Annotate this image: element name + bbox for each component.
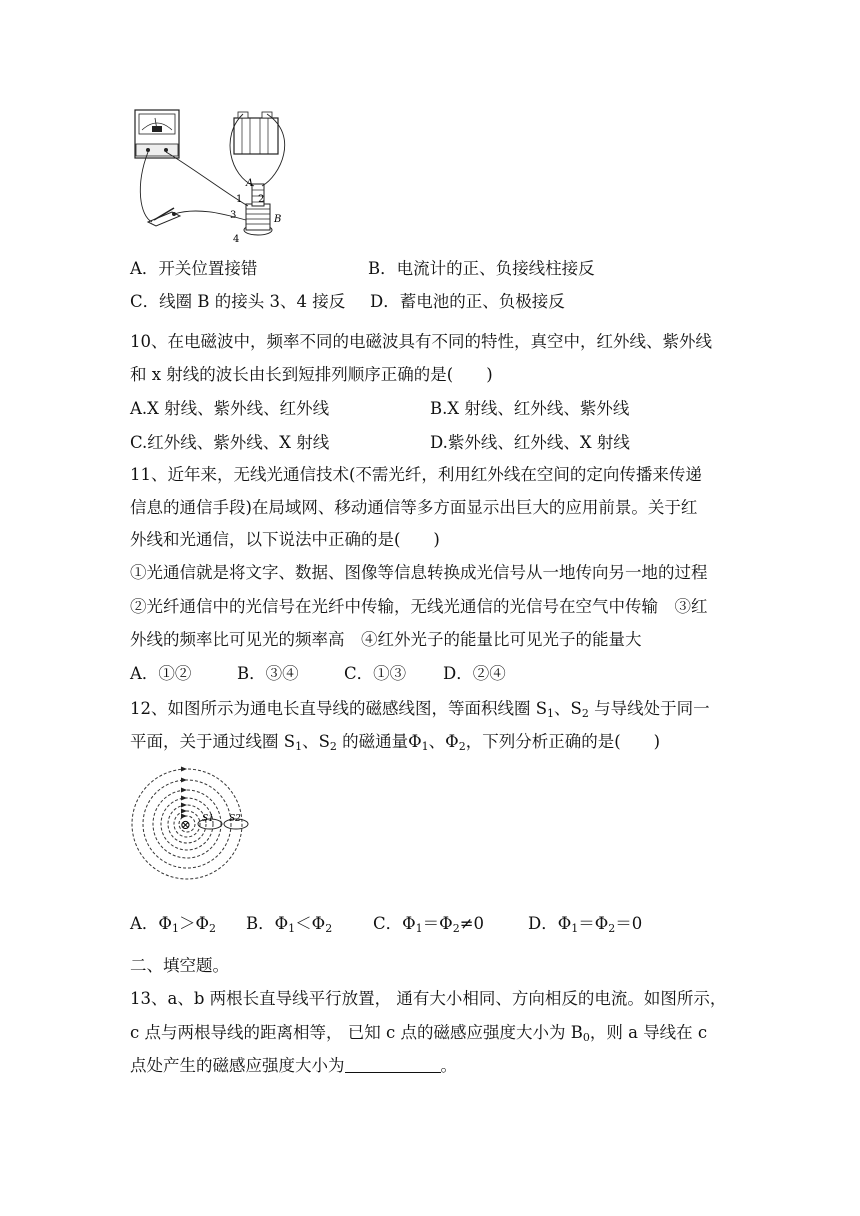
q12-text: 、Φ	[428, 732, 459, 751]
q12-text: 、S	[302, 732, 330, 751]
section-heading-fill-in: 二、填空题。	[130, 956, 229, 975]
subscript: 2	[452, 922, 460, 935]
q12-text: 平面，关于通过线圈 S	[130, 732, 296, 751]
opt-text: ≠0	[459, 914, 485, 933]
subscript: 1	[295, 740, 303, 753]
subscript: 1	[547, 707, 555, 720]
coil-label-4: 4	[233, 234, 240, 245]
coil-label-2: 2	[258, 194, 265, 205]
q11-statement-1: ①光通信就是将文字、数据、图像等信息转换成光信号从一地传向另一地的过程	[130, 563, 708, 582]
q10-option-c: C.红外线、紫外线、X 射线	[130, 433, 330, 452]
q10-stem-line2: 和 x 射线的波长由长到短排列顺序正确的是( )	[130, 365, 493, 384]
q13-stem-line2	[130, 1021, 707, 1045]
q11-stem-line1: 11、近年来，无线光通信技术(不需光纤，利用红外线在空间的定向传播来传递	[130, 465, 702, 484]
q13-stem-line1: 13、a、b 两根长直导线平行放置， 通有大小相同、方向相反的电流。如图所示，	[130, 989, 727, 1008]
q11-statement-2-3: ②光纤通信中的光信号在光纤中传输，无线光通信的光信号在空气中传输 ③红	[130, 597, 708, 616]
q11-stem-line2: 信息的通信手段)在局域网、移动通信等多方面显示出巨大的应用前景。关于红	[130, 498, 698, 517]
q13-text: ，则 a 导线在 c	[589, 1023, 708, 1042]
opt-text: D．Φ	[528, 914, 572, 933]
q13-text: 。	[440, 1056, 457, 1075]
q10-option-a: A.X 射线、紫外线、红外线	[130, 399, 330, 418]
q9-circuit-diagram	[130, 106, 300, 246]
subscript: 2	[208, 922, 216, 935]
q9-option-b: B．电流计的正、负接线柱接反	[368, 259, 595, 278]
subscript: 1	[288, 922, 296, 935]
q12-stem-line1	[130, 697, 710, 721]
subscript: 2	[325, 922, 333, 935]
opt-text: ＝Φ	[578, 914, 609, 933]
opt-text: A．Φ	[130, 914, 172, 933]
q12-text: 、S	[554, 699, 582, 718]
q13-stem-line3	[130, 1054, 457, 1078]
q9-option-d: D．蓄电池的正、负极接反	[370, 292, 565, 311]
q12-magnetic-field-diagram	[130, 766, 260, 884]
subscript: 2	[608, 922, 616, 935]
q11-statement-3-4: 外线的频率比可见光的频率高 ④红外光子的能量比可见光子的能量大	[130, 630, 642, 649]
q10-stem-line1: 10、在电磁波中，频率不同的电磁波具有不同的特性，真空中，红外线、紫外线	[130, 332, 712, 351]
battery-icon	[234, 112, 278, 154]
subscript: 1	[171, 922, 179, 935]
q12-text: ，下列分析正确的是( )	[465, 732, 661, 751]
q11-stem-line3: 外线和光通信，以下说法中正确的是( )	[130, 530, 440, 549]
q12-stem-line2	[130, 730, 660, 754]
coil-label-B: B	[274, 214, 282, 225]
opt-text: ＝0	[615, 914, 643, 933]
opt-text: C．Φ	[373, 914, 416, 933]
q13-text: c 点与两根导线的距离相等， 已知 c 点的磁感应强度大小为 B	[130, 1023, 583, 1042]
q12-option-c	[373, 912, 484, 936]
subscript: 2	[581, 707, 589, 720]
q12-option-a	[130, 912, 216, 936]
opt-text: ＞Φ	[178, 914, 209, 933]
subscript: 1	[415, 922, 423, 935]
q11-option-a: A．①②	[130, 664, 192, 683]
coil-label-A: A	[246, 178, 254, 189]
q12-text: 与导线处于同一	[588, 699, 710, 718]
subscript: 0	[582, 1031, 590, 1044]
subscript: 1	[571, 922, 579, 935]
subscript: 2	[329, 740, 337, 753]
coil-label-1: 1	[236, 194, 243, 205]
q13-text: 点处产生的磁感应强度大小为	[130, 1056, 345, 1075]
q12-text: 12、如图所示为通电长直导线的磁感线图，等面积线圈 S	[130, 699, 548, 718]
q11-option-d: D．②④	[443, 664, 506, 683]
q11-option-c: C．①③	[344, 664, 407, 683]
q11-option-b: B．③④	[237, 664, 299, 683]
q12-option-b	[246, 912, 332, 936]
q12-option-d	[528, 912, 642, 936]
coil-label-3: 3	[230, 210, 237, 221]
coil-s2-label: S2	[229, 814, 241, 824]
q9-option-a: A．开关位置接错	[130, 259, 258, 278]
opt-text: ＝Φ	[422, 914, 453, 933]
coil-s1-label: S1	[202, 814, 214, 824]
opt-text: B．Φ	[246, 914, 289, 933]
current-into-page-icon: ⊗	[180, 818, 191, 833]
switch-icon	[148, 208, 180, 226]
subscript: 1	[421, 740, 429, 753]
answer-blank[interactable]	[345, 1056, 441, 1073]
subscript: 2	[458, 740, 466, 753]
q9-option-c: C．线圈 B 的接头 3、4 接反	[130, 292, 346, 311]
coil-icon	[244, 184, 272, 235]
q10-option-d: D.紫外线、红外线、X 射线	[430, 433, 630, 452]
q12-text: 的磁通量Φ	[336, 732, 422, 751]
q10-option-b: B.X 射线、红外线、紫外线	[430, 399, 630, 418]
opt-text: ＜Φ	[295, 914, 326, 933]
